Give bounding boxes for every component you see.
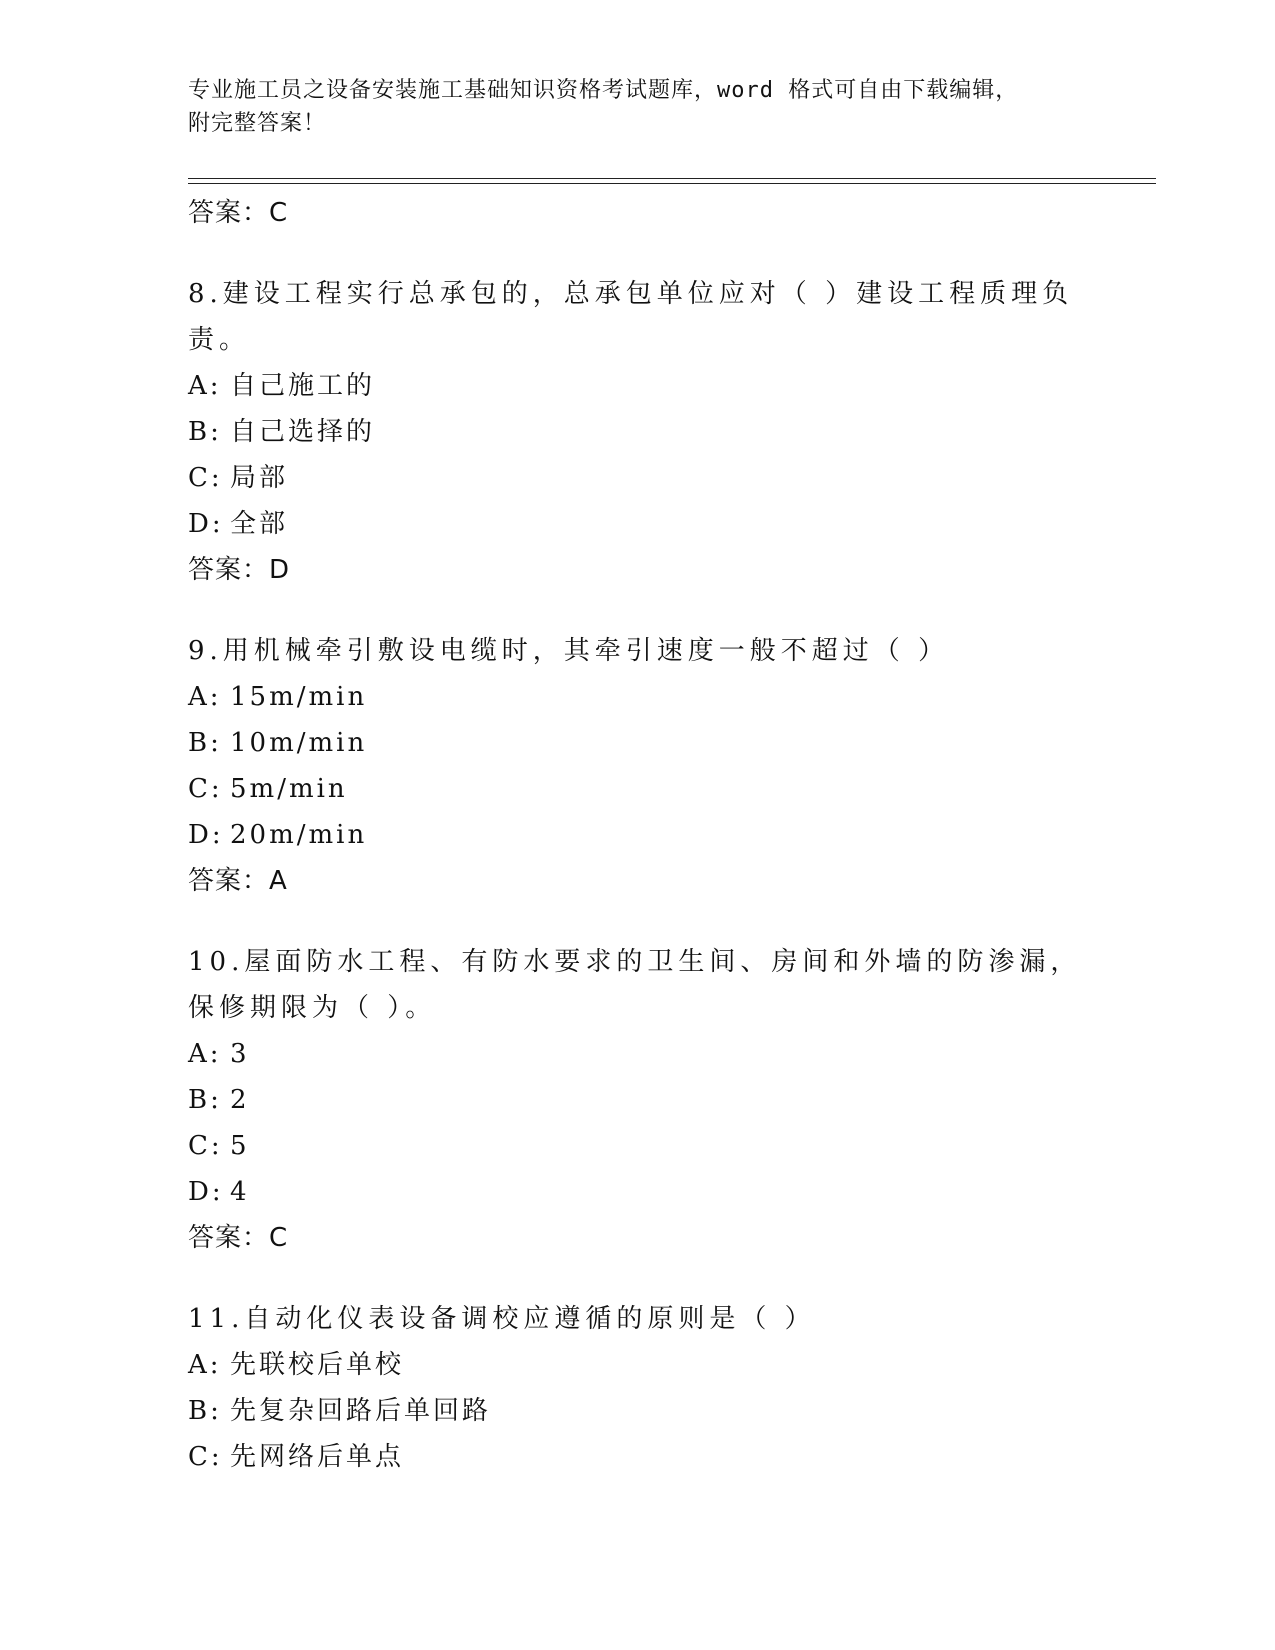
header-line-2: 附完整答案！ [188, 111, 327, 136]
spacer [188, 593, 1108, 628]
option-key: A: [188, 682, 222, 712]
option-key: C: [188, 1131, 223, 1161]
answer-line: 答案：A [188, 866, 288, 896]
option-d [188, 501, 1108, 547]
option-a [188, 674, 1108, 720]
spacer [188, 1261, 1108, 1296]
option-key: D: [188, 1177, 224, 1207]
option-c [188, 455, 1108, 501]
option-text: 20m/min [230, 820, 368, 850]
option-d [188, 812, 1108, 858]
option-c [188, 766, 1108, 812]
option-text: 先联校后单校 [230, 1350, 405, 1380]
option-key: A: [188, 1350, 222, 1380]
document-header [188, 74, 1068, 140]
option-key: B: [188, 1085, 222, 1115]
option-text: 自己选择的 [230, 417, 376, 447]
option-text: 15m/min [230, 682, 368, 712]
header-divider-top [188, 178, 1156, 179]
question-text: 11.自动化仪表设备调校应遵循的原则是（ ） [188, 1304, 816, 1334]
question-list [188, 190, 1108, 1480]
answer-line: 答案：D [188, 555, 291, 585]
option-text: 10m/min [230, 728, 368, 758]
option-text: 自己施工的 [230, 371, 376, 401]
question-text: 10.屋面防水工程、有防水要求的卫生间、房间和外墙的防渗漏，保修期限为（ ）。 [188, 947, 1082, 1023]
option-text: 3 [230, 1039, 250, 1069]
option-b [188, 409, 1108, 455]
option-d [188, 1169, 1108, 1215]
question-10 [188, 939, 1108, 1261]
option-key: A: [188, 1039, 222, 1069]
option-b [188, 1077, 1108, 1123]
question-9 [188, 628, 1108, 904]
option-text: 局部 [230, 463, 289, 493]
option-text: 5 [230, 1131, 250, 1161]
option-text: 2 [230, 1085, 250, 1115]
question-text: 8.建设工程实行总承包的，总承包单位应对（ ）建设工程质理负责。 [188, 279, 1074, 355]
option-text: 5m/min [230, 774, 348, 804]
option-text: 先复杂回路后单回路 [230, 1396, 492, 1426]
option-key: D: [188, 820, 224, 850]
option-key: B: [188, 1396, 222, 1426]
option-key: C: [188, 774, 223, 804]
option-b [188, 1388, 1108, 1434]
header-line-1: 专业施工员之设备安装施工基础知识资格考试题库，word 格式可自由下载编辑， [188, 78, 1019, 103]
option-text: 全部 [230, 509, 289, 539]
option-key: C: [188, 463, 223, 493]
question-text: 9.用机械牵引敷设电缆时，其牵引速度一般不超过（ ） [188, 636, 950, 666]
option-key: D: [188, 509, 224, 539]
option-a [188, 363, 1108, 409]
spacer [188, 904, 1108, 939]
option-text: 先网络后单点 [230, 1442, 405, 1472]
question-11 [188, 1296, 1108, 1480]
question-8 [188, 271, 1108, 593]
answer-line: 答案：C [188, 1223, 289, 1253]
spacer [188, 236, 1108, 271]
option-c [188, 1434, 1108, 1480]
option-a [188, 1031, 1108, 1077]
option-text: 4 [230, 1177, 250, 1207]
option-b [188, 720, 1108, 766]
option-a [188, 1342, 1108, 1388]
header-divider-bottom [188, 183, 1156, 184]
option-key: B: [188, 417, 222, 447]
option-key: A: [188, 371, 222, 401]
option-key: B: [188, 728, 222, 758]
option-c [188, 1123, 1108, 1169]
option-key: C: [188, 1442, 223, 1472]
answer-line: 答案：C [188, 198, 289, 228]
